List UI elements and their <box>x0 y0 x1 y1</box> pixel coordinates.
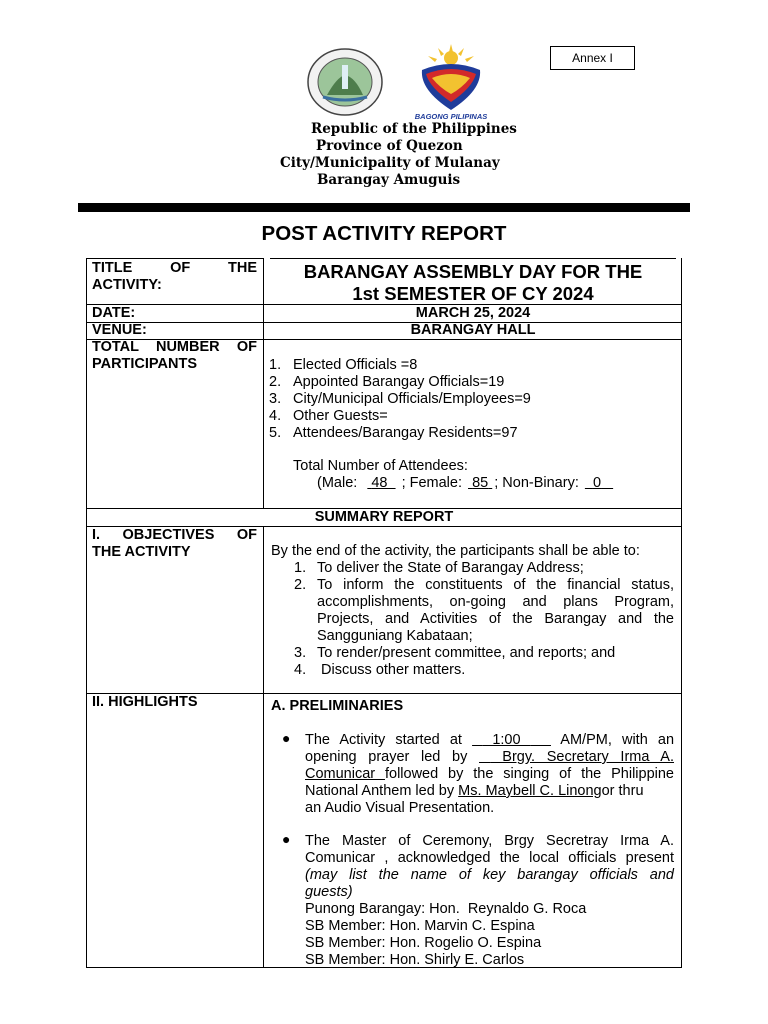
preliminaries-p2-line2: Comunicar , acknowledged the local officials present <box>305 850 674 866</box>
objectives-label-line1: I. OBJECTIVES OF <box>92 527 257 543</box>
participant-text: Appointed Barangay Officials=19 <box>293 374 505 390</box>
objective-text: To deliver the State of Barangay Address; <box>317 560 584 576</box>
bullet-icon: ● <box>282 730 291 746</box>
barangay-seal-logo <box>305 47 385 117</box>
preliminaries-p2-line3: (may list the name of key barangay officials and <box>305 867 674 883</box>
table-border-right <box>681 258 682 968</box>
official-name: SB Member: Hon. Rogelio O. Espina <box>305 935 542 951</box>
participant-item: 5. <box>269 425 282 441</box>
activity-title-line2: 1st SEMESTER OF CY 2024 <box>352 283 594 304</box>
table-border-top-right <box>270 258 676 259</box>
header-municipality: City/Municipality of Mulanay <box>280 155 500 171</box>
objective-text: Sangguniang Kabataan; <box>317 628 473 644</box>
header-province: Province of Quezon <box>316 138 463 154</box>
preliminaries-p1-line5: an Audio Visual Presentation. <box>305 800 495 816</box>
date-label: DATE: <box>92 305 136 321</box>
objective-number: 2. <box>294 577 307 593</box>
male-count: 48 <box>371 475 388 491</box>
prayer-leader: Brgy. Secretary Irma A. <box>490 749 674 765</box>
official-name: Punong Barangay: Hon. Reynaldo G. Roca <box>305 901 587 917</box>
official-name: SB Member: Hon. Shirly E. Carlos <box>305 952 525 968</box>
summary-report-header: SUMMARY REPORT <box>314 509 454 525</box>
participant-text: Other Guests= <box>293 408 388 424</box>
anthem-leader: Ms. Maybell C. Linong <box>458 783 602 799</box>
preliminaries-p1-line4: National Anthem led by Ms. Maybell C. Linongor thru <box>305 783 644 799</box>
participants-label-line1: TOTAL NUMBER OF <box>92 339 257 355</box>
objectives-intro: By the end of the activity, the participants shall be able to: <box>271 543 640 559</box>
participant-item: 2. <box>269 374 282 390</box>
objectives-label-line2: THE ACTIVITY <box>92 544 191 560</box>
participant-text: Elected Officials =8 <box>293 357 418 373</box>
objective-text: Projects, and Activities of the Barangay and the <box>317 611 674 627</box>
table-border-top-left <box>86 258 264 259</box>
female-count: 85 <box>472 475 489 491</box>
report-table <box>86 258 682 968</box>
header-divider <box>78 203 690 212</box>
participants-label-line2: PARTICIPANTS <box>92 356 197 372</box>
objective-text: To render/present committee, and reports; and <box>317 645 616 661</box>
preliminaries-heading: A. PRELIMINARIES <box>271 698 404 714</box>
preliminaries-p1-line1: The Activity started at 1:00 AM/PM, with an <box>305 732 675 748</box>
objective-text: accomplishments, on-going and plans Program, <box>317 594 674 610</box>
objective-number: 3. <box>294 645 307 661</box>
participant-text: City/Municipal Officials/Employees=9 <box>293 391 531 407</box>
highlights-label: II. HIGHLIGHTS <box>92 694 198 710</box>
participant-text: Attendees/Barangay Residents=97 <box>293 425 518 441</box>
total-attendees-label: Total Number of Attendees: <box>293 458 468 474</box>
preliminaries-p2-line1: The Master of Ceremony, Brgy Secretray Irma A. <box>305 833 674 849</box>
bullet-icon: ● <box>282 831 291 847</box>
venue-value: BARANGAY HALL <box>410 322 536 338</box>
preliminaries-p1-line2: opening prayer led by Brgy. Secretary Irma A. <box>305 749 674 765</box>
header-republic: Republic of the Philippines <box>311 121 517 137</box>
participant-item: 1. <box>269 357 282 373</box>
table-border-left <box>86 258 87 968</box>
objective-number: 1. <box>294 560 307 576</box>
participant-item: 3. <box>269 391 282 407</box>
bagong-pilipinas-logo-text: BAGONG PILIPINAS <box>414 112 488 121</box>
participant-item: 4. <box>269 408 282 424</box>
official-name: SB Member: Hon. Marvin C. Espina <box>305 918 535 934</box>
attendee-breakdown: (Male: 48 ; Female: 85 ; Non-Binary: 0 <box>317 475 615 492</box>
preliminaries-p2-line4: guests) <box>305 884 353 900</box>
date-value: MARCH 25, 2024 <box>415 305 531 321</box>
title-label-line1: TITLE OF THE <box>92 260 257 276</box>
header-barangay: Barangay Amuguis <box>317 172 461 188</box>
preliminaries-p1-line3: Comunicar followed by the singing of the Philippine <box>305 766 674 782</box>
venue-label: VENUE: <box>92 322 147 338</box>
title-label-line2: ACTIVITY: <box>92 277 162 293</box>
objective-text: To inform the constituents of the financial status, <box>317 577 674 593</box>
activity-title-line1: BARANGAY ASSEMBLY DAY FOR THE <box>303 261 643 282</box>
bagong-pilipinas-logo <box>412 44 490 122</box>
nonbinary-count: 0 <box>592 475 602 491</box>
objective-number: 4. <box>294 662 307 678</box>
start-time: 1:00 <box>482 732 531 748</box>
document-title: POST ACTIVITY REPORT <box>261 222 507 245</box>
table-column-divider-bottom <box>263 526 264 968</box>
annex-label: Annex I <box>550 46 635 70</box>
objective-text: Discuss other matters. <box>317 662 466 678</box>
